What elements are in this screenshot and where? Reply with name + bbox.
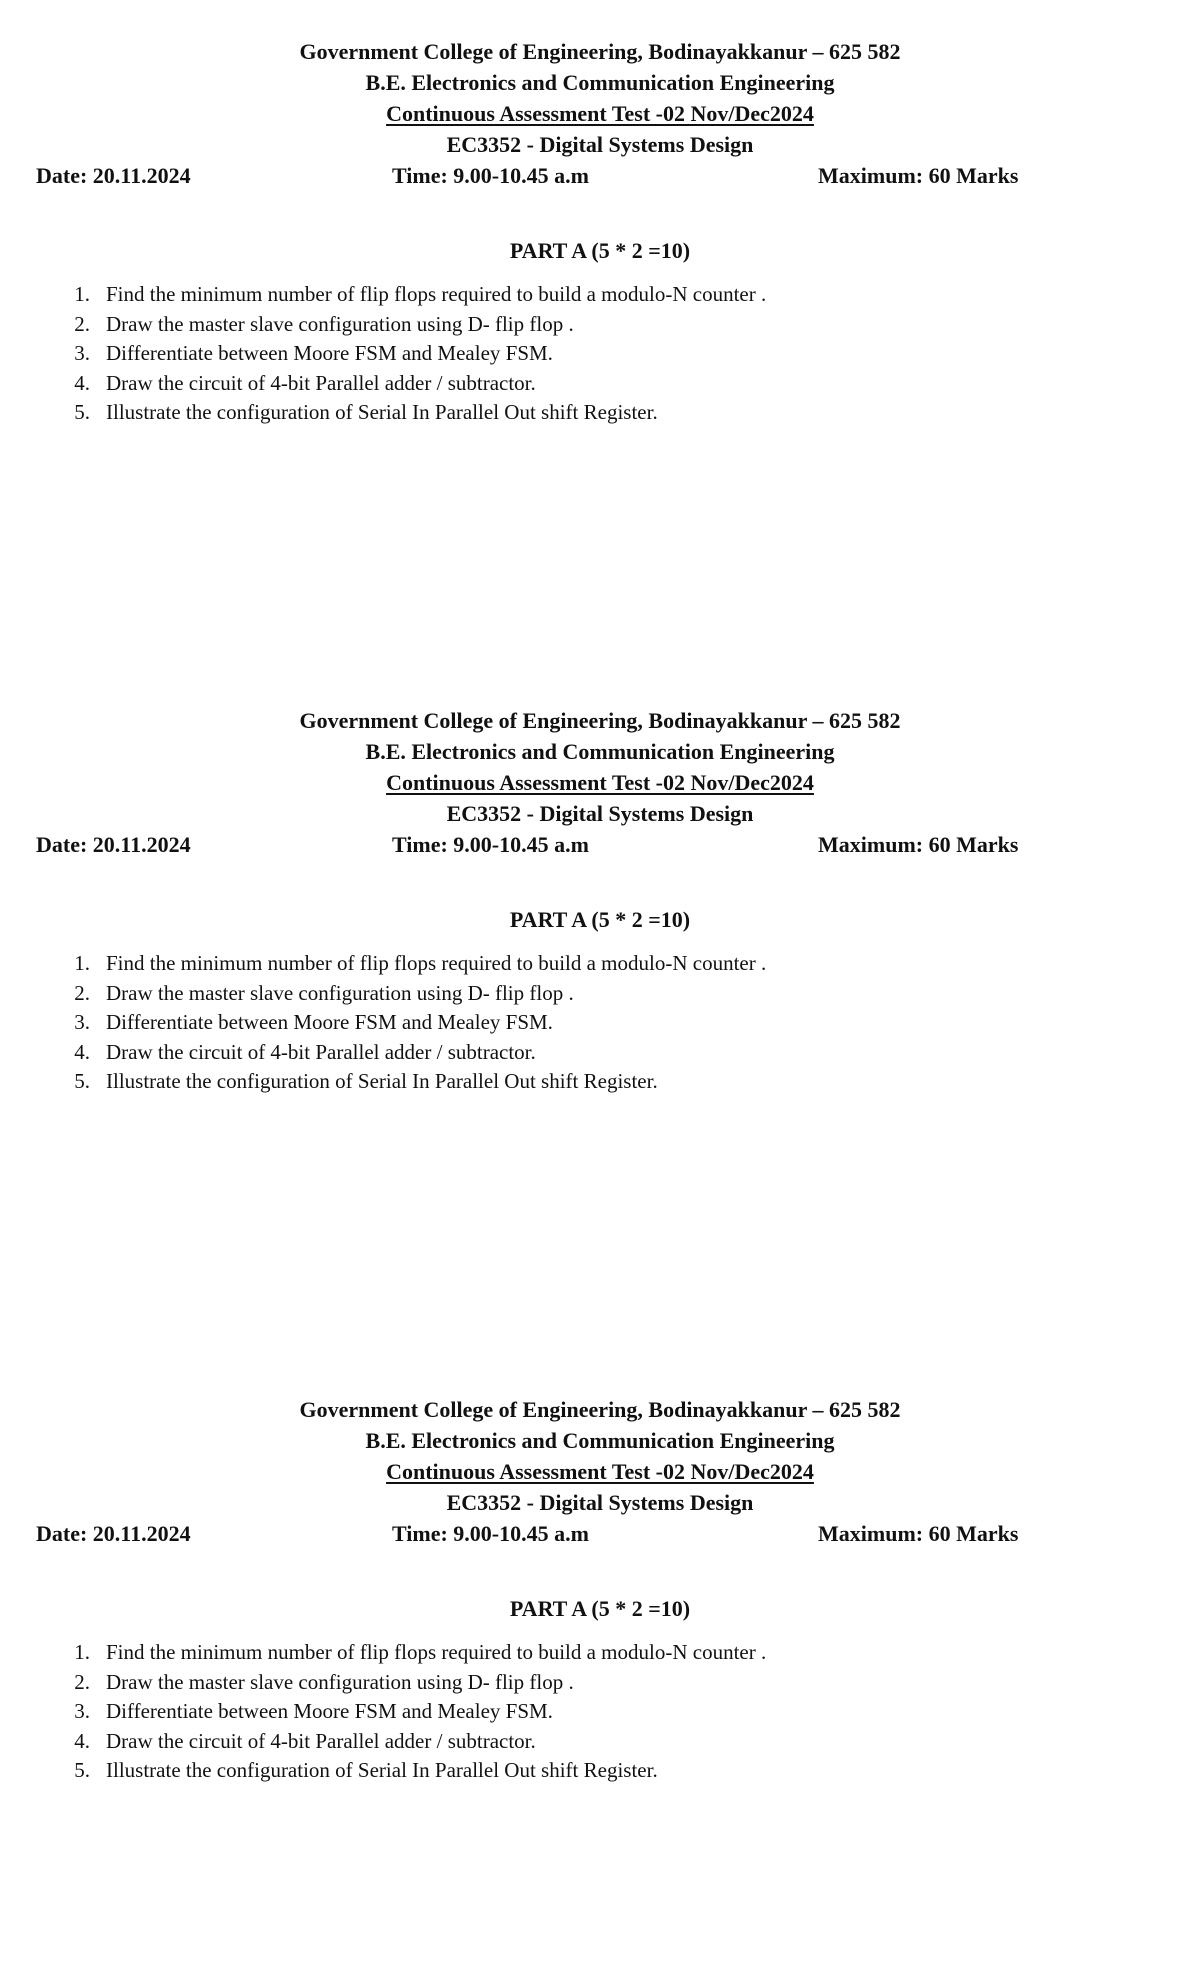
question-text: Find the minimum number of flip flops required to build a modulo-N counter . (106, 951, 767, 975)
test-title: Continuous Assessment Test -02 Nov/Dec2024 (386, 101, 814, 126)
question-text: Draw the master slave configuration using D- flip flop . (106, 980, 574, 1005)
part-a-title: PART A (5 * 2 =10) (509, 238, 691, 263)
question-number: 5. (74, 1069, 90, 1093)
course-title: EC3352 - Digital Systems Design (446, 801, 754, 826)
question-paper-copy-3 (0, 1386, 1200, 1826)
question-text: Differentiate between Moore FSM and Mealey FSM. (106, 1010, 553, 1034)
exam-time: Time: 9.00-10.45 a.m (392, 1521, 589, 1546)
question-number: 5. (74, 400, 90, 424)
question-number: 3. (74, 1010, 90, 1034)
question-text: Illustrate the configuration of Serial In Parallel Out shift Register. (106, 1069, 658, 1093)
question-text: Draw the master slave configuration using D- flip flop . (106, 311, 574, 336)
exam-time: Time: 9.00-10.45 a.m (392, 832, 589, 857)
question-text: Draw the circuit of 4-bit Parallel adder / subtractor. (106, 1728, 536, 1753)
question-number: 2. (74, 980, 90, 1005)
department-name: B.E. Electronics and Communication Engineering (365, 70, 835, 95)
department-name: B.E. Electronics and Communication Engineering (365, 739, 835, 764)
question-text: Differentiate between Moore FSM and Mealey FSM. (106, 1699, 553, 1723)
question-number: 1. (74, 951, 90, 975)
maximum-marks: Maximum: 60 Marks (818, 163, 1019, 188)
exam-date: Date: 20.11.2024 (36, 1521, 191, 1546)
question-number: 3. (74, 1699, 90, 1723)
maximum-marks: Maximum: 60 Marks (818, 832, 1019, 857)
question-text: Illustrate the configuration of Serial In Parallel Out shift Register. (106, 1758, 658, 1782)
question-number: 4. (74, 1039, 90, 1064)
course-title: EC3352 - Digital Systems Design (446, 1490, 754, 1515)
exam-time: Time: 9.00-10.45 a.m (392, 163, 589, 188)
maximum-marks: Maximum: 60 Marks (818, 1521, 1019, 1546)
question-number: 2. (74, 1669, 90, 1694)
department-name: B.E. Electronics and Communication Engineering (365, 1428, 835, 1453)
part-a-title: PART A (5 * 2 =10) (509, 1596, 691, 1621)
question-number: 1. (74, 282, 90, 306)
question-text: Find the minimum number of flip flops required to build a modulo-N counter . (106, 282, 767, 306)
question-number: 5. (74, 1758, 90, 1782)
question-paper-copy-2 (0, 697, 1200, 1137)
question-number: 3. (74, 341, 90, 365)
question-number: 4. (74, 1728, 90, 1753)
question-number: 1. (74, 1640, 90, 1664)
test-title: Continuous Assessment Test -02 Nov/Dec2024 (386, 770, 814, 795)
question-text: Draw the circuit of 4-bit Parallel adder / subtractor. (106, 370, 536, 395)
question-text: Illustrate the configuration of Serial In Parallel Out shift Register. (106, 400, 658, 424)
question-text: Find the minimum number of flip flops required to build a modulo-N counter . (106, 1640, 767, 1664)
college-name: Government College of Engineering, Bodinayakkanur – 625 582 (299, 1397, 901, 1422)
question-text: Draw the master slave configuration using D- flip flop . (106, 1669, 574, 1694)
exam-date: Date: 20.11.2024 (36, 832, 191, 857)
test-title: Continuous Assessment Test -02 Nov/Dec2024 (386, 1459, 814, 1484)
question-number: 4. (74, 370, 90, 395)
part-a-title: PART A (5 * 2 =10) (509, 907, 691, 932)
exam-date: Date: 20.11.2024 (36, 163, 191, 188)
question-number: 2. (74, 311, 90, 336)
college-name: Government College of Engineering, Bodinayakkanur – 625 582 (299, 708, 901, 733)
question-text: Draw the circuit of 4-bit Parallel adder / subtractor. (106, 1039, 536, 1064)
college-name: Government College of Engineering, Bodinayakkanur – 625 582 (299, 39, 901, 64)
course-title: EC3352 - Digital Systems Design (446, 132, 754, 157)
question-text: Differentiate between Moore FSM and Mealey FSM. (106, 341, 553, 365)
question-paper-copy-1 (0, 28, 1200, 468)
